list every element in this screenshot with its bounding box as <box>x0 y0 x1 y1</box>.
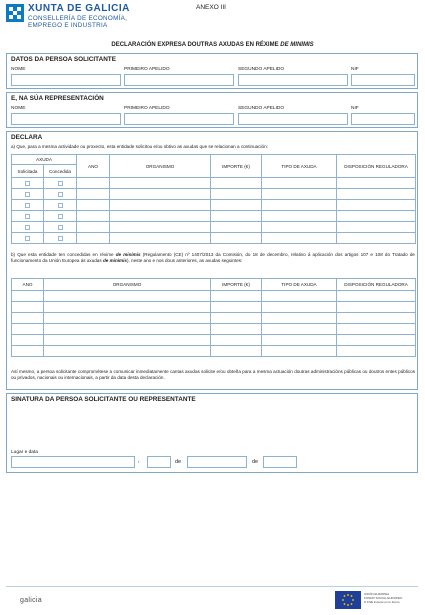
table-cell[interactable] <box>110 222 211 233</box>
field-label: NIF <box>351 106 359 111</box>
table-cell[interactable] <box>337 189 416 200</box>
table-cell[interactable] <box>211 189 262 200</box>
month-field[interactable] <box>187 456 247 468</box>
column-header: DISPOSICIÓN REGULADORA <box>337 279 416 291</box>
document-title: DECLARACIÓN EXPRESA DOUTRAS AXUDAS EN RÉXIME DE MINIMIS <box>111 42 314 48</box>
table-row <box>12 233 416 244</box>
table-cell[interactable] <box>337 324 416 335</box>
table-cell <box>12 233 44 244</box>
table-cell[interactable] <box>337 233 416 244</box>
granted-checkbox[interactable] <box>58 192 63 197</box>
granted-checkbox[interactable] <box>58 236 63 241</box>
requested-checkbox[interactable] <box>25 203 30 208</box>
table-cell[interactable] <box>110 178 211 189</box>
representative-first-surname-field[interactable] <box>124 113 234 125</box>
representative-section <box>6 92 418 128</box>
table-cell[interactable] <box>337 200 416 211</box>
column-header: Solicitada <box>12 165 44 178</box>
comma-separator: , <box>138 458 140 464</box>
requested-checkbox[interactable] <box>25 225 30 230</box>
table-cell[interactable] <box>12 324 44 335</box>
table-cell[interactable] <box>77 233 110 244</box>
section-title: DATOS DA PERSOA SOLICITANTE <box>11 56 116 63</box>
table-cell[interactable] <box>110 233 211 244</box>
table-cell[interactable] <box>337 178 416 189</box>
place-field[interactable] <box>11 456 135 468</box>
table-cell <box>44 222 77 233</box>
eu-funding-text: UNIÓN EUROPEA FONDO SOCIAL EUROPEO O FSE invierte en tu futuro <box>364 592 403 604</box>
table-cell[interactable] <box>262 313 337 324</box>
table-cell[interactable] <box>211 291 262 302</box>
table-cell[interactable] <box>262 302 337 313</box>
table-cell[interactable] <box>211 346 262 357</box>
table-cell[interactable] <box>110 211 211 222</box>
table-cell <box>12 178 44 189</box>
requested-checkbox[interactable] <box>25 192 30 197</box>
column-header: IMPORTE (€) <box>211 155 262 178</box>
table-cell[interactable] <box>337 346 416 357</box>
column-header: ORGANISMO <box>110 155 211 178</box>
place-date-label: Lugar e data <box>11 450 38 455</box>
table-row <box>12 189 416 200</box>
table-cell[interactable] <box>211 313 262 324</box>
table-cell[interactable] <box>110 189 211 200</box>
table-cell[interactable] <box>110 200 211 211</box>
table-cell[interactable] <box>44 335 211 346</box>
table-cell <box>12 189 44 200</box>
department-name: CONSELLERÍA DE ECONOMÍA, EMPREGO E INDUSTRIA <box>28 15 128 30</box>
table-cell[interactable] <box>12 313 44 324</box>
aids-requested-table <box>11 154 416 244</box>
table-cell[interactable] <box>262 211 337 222</box>
brand-name: XUNTA DE GALICIA <box>28 3 130 14</box>
galicia-logo: galicia <box>20 597 42 604</box>
table-cell[interactable] <box>337 291 416 302</box>
table-cell <box>12 200 44 211</box>
year-field[interactable] <box>263 456 297 468</box>
table-cell[interactable] <box>262 189 337 200</box>
requested-checkbox[interactable] <box>25 214 30 219</box>
declara-commitment: Así mesmo, a persoa solicitante comprométese a comunicar inmediatamente cantas axudas solicite e/ou obteña para a mesma actuación doutras administracións públicas ou doutros entes públicos ou privados, nacionais ou internacionais, a partir da data desta declaración. <box>11 369 415 381</box>
table-cell[interactable] <box>44 346 211 357</box>
table-cell[interactable] <box>337 302 416 313</box>
granted-checkbox[interactable] <box>58 214 63 219</box>
table-row <box>12 211 416 222</box>
table-cell[interactable] <box>211 324 262 335</box>
table-cell[interactable] <box>337 222 416 233</box>
table-cell[interactable] <box>211 222 262 233</box>
field-label: PRIMEIRO APELIDO <box>124 67 170 72</box>
footer-divider <box>6 586 418 587</box>
table-cell[interactable] <box>77 189 110 200</box>
declara-text-a: a) Que, para a mesma actividade ou proxecto, esta entidade solicitou e/ou obtivo as axudas que se relacionan a continuación: <box>11 144 268 149</box>
table-cell <box>12 211 44 222</box>
table-row <box>12 324 416 335</box>
field-label: SEGUNDO APELIDO <box>238 106 285 111</box>
applicant-name-field[interactable] <box>11 74 121 86</box>
applicant-section <box>6 53 418 89</box>
representative-nif-field[interactable] <box>351 113 415 125</box>
section-title: DECLARA <box>11 134 43 141</box>
annex-label: ANEXO III <box>196 4 226 11</box>
table-cell <box>44 189 77 200</box>
table-row <box>12 335 416 346</box>
column-header: ANO <box>12 279 44 291</box>
table-cell[interactable] <box>262 324 337 335</box>
table-cell[interactable] <box>211 335 262 346</box>
table-cell[interactable] <box>262 346 337 357</box>
table-cell <box>44 211 77 222</box>
table-cell[interactable] <box>211 200 262 211</box>
aids-granted-table <box>11 278 416 357</box>
table-cell <box>44 200 77 211</box>
column-header: ORGANISMO <box>44 279 211 291</box>
table-row <box>12 346 416 357</box>
column-header: DISPOSICIÓN REGULADORA <box>337 155 416 178</box>
eu-flag-icon <box>335 591 361 609</box>
day-field[interactable] <box>147 456 171 468</box>
table-cell[interactable] <box>262 178 337 189</box>
table-cell[interactable] <box>12 302 44 313</box>
field-label: NOME <box>11 106 26 111</box>
field-label: SEGUNDO APELIDO <box>238 67 285 72</box>
table-cell[interactable] <box>77 178 110 189</box>
column-header: TIPO DE AXUDA <box>262 155 337 178</box>
table-cell[interactable] <box>262 222 337 233</box>
xunta-logo-icon <box>6 4 24 22</box>
table-cell[interactable] <box>12 291 44 302</box>
table-cell[interactable] <box>44 324 211 335</box>
representative-second-surname-field[interactable] <box>238 113 348 125</box>
table-row <box>12 302 416 313</box>
table-cell[interactable] <box>262 233 337 244</box>
table-cell[interactable] <box>262 200 337 211</box>
table-cell[interactable] <box>12 335 44 346</box>
section-title: E, NA SÚA REPRESENTACIÓN <box>11 95 104 102</box>
table-row <box>12 291 416 302</box>
declara-section <box>6 131 418 390</box>
aid-group-header: AXUDA <box>12 155 77 165</box>
column-header: IMPORTE (€) <box>211 279 262 291</box>
requested-checkbox[interactable] <box>25 181 30 186</box>
table-cell <box>12 222 44 233</box>
applicant-first-surname-field[interactable] <box>124 74 234 86</box>
requested-checkbox[interactable] <box>25 236 30 241</box>
de-separator: de <box>175 459 182 465</box>
table-cell[interactable] <box>44 291 211 302</box>
table-cell[interactable] <box>211 302 262 313</box>
table-cell[interactable] <box>337 313 416 324</box>
section-title: SINATURA DA PERSOA SOLICITANTE OU REPRESENTANTE <box>11 396 196 403</box>
table-cell[interactable] <box>44 302 211 313</box>
table-cell[interactable] <box>337 335 416 346</box>
field-label: NIF <box>351 67 359 72</box>
column-header: TIPO DE AXUDA <box>262 279 337 291</box>
table-cell[interactable] <box>12 346 44 357</box>
signature-section <box>6 393 418 473</box>
table-cell[interactable] <box>77 211 110 222</box>
table-cell[interactable] <box>262 335 337 346</box>
field-label: PRIMEIRO APELIDO <box>124 106 170 111</box>
table-cell[interactable] <box>211 211 262 222</box>
table-cell[interactable] <box>211 178 262 189</box>
table-row <box>12 222 416 233</box>
representative-name-field[interactable] <box>11 113 121 125</box>
granted-checkbox[interactable] <box>58 203 63 208</box>
column-header: ANO <box>77 155 110 178</box>
field-label: NOME <box>11 67 26 72</box>
table-cell[interactable] <box>211 233 262 244</box>
table-cell[interactable] <box>262 291 337 302</box>
granted-checkbox[interactable] <box>58 181 63 186</box>
applicant-second-surname-field[interactable] <box>238 74 348 86</box>
table-row <box>12 313 416 324</box>
table-cell[interactable] <box>44 313 211 324</box>
table-cell[interactable] <box>337 211 416 222</box>
table-cell <box>44 178 77 189</box>
table-row <box>12 178 416 189</box>
de-separator: de <box>252 459 259 465</box>
table-row <box>12 200 416 211</box>
column-header: Concedida <box>44 165 77 178</box>
table-cell[interactable] <box>77 222 110 233</box>
granted-checkbox[interactable] <box>58 225 63 230</box>
applicant-nif-field[interactable] <box>351 74 415 86</box>
table-cell <box>44 233 77 244</box>
table-cell[interactable] <box>77 200 110 211</box>
declara-text-b: b) Que esta entidade ten concedidas en réxime de minimis (Regulamento (CE) nº 1407/2013 da Comisión, do 18 de decembro, relativo á aplicación dos artigos 107 e 108 do Tratado de funcionamento da Unión Europea ás axudas de minimis), neste ano e nos dous anteriores, as axudas seguintes: <box>11 252 415 264</box>
